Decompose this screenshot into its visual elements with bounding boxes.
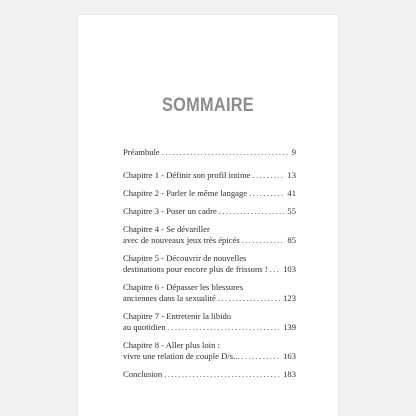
toc-page-number: 123 — [283, 293, 296, 303]
toc-page-number: 55 — [287, 206, 296, 216]
dot-leader — [219, 206, 286, 217]
dot-leader — [162, 147, 290, 158]
page-title: SOMMAIRE — [162, 95, 254, 116]
toc-entry-title-line-2: avec de nouveaux jeux très épicés — [123, 235, 240, 245]
toc-page-number: 85 — [287, 235, 296, 245]
dot-leader — [252, 170, 285, 181]
toc-page-number: 163 — [283, 351, 296, 361]
toc-entry-preambule — [123, 147, 296, 158]
toc-entry-title: Chapitre 3 - Poser un cadre — [123, 206, 217, 216]
toc-entry-title-line-2: anciennes dans la sexualité — [123, 293, 216, 303]
toc-entry-chapitre-3 — [123, 206, 296, 217]
toc-entry-title-line-1: Chapitre 7 - Entretenir la libido — [123, 311, 232, 321]
book-page — [78, 15, 338, 416]
toc-entry-chapitre-8 — [123, 340, 296, 362]
toc-page-number: 183 — [283, 369, 296, 379]
toc-entry-title-line-1: Chapitre 5 - Découvrir de nouvelles — [123, 253, 247, 263]
toc-page-number: 103 — [283, 264, 296, 274]
toc-entry-title-line-1: Chapitre 8 - Aller plus loin : — [123, 340, 220, 350]
toc-entry-chapitre-1 — [123, 165, 296, 181]
dot-leader — [242, 235, 286, 246]
toc-entry-chapitre-5 — [123, 253, 296, 275]
toc-page-number: 13 — [287, 170, 296, 180]
toc-entry-title-line-1: Chapitre 6 - Dépasser les blessures — [123, 282, 244, 292]
dot-leader — [270, 264, 281, 275]
toc-entry-title: Conclusion — [123, 369, 163, 379]
toc-entry-title: Chapitre 1 - Définir son profil intime — [123, 170, 251, 180]
toc-entry-title-line-2: au quotidien — [123, 322, 166, 332]
toc-entry-title-line-2: vivre une relation de couple D/s... — [123, 351, 240, 361]
toc-entry-title-line-1: Chapitre 4 - Se dévariller — [123, 224, 210, 234]
dot-leader — [241, 351, 281, 362]
toc-entry-conclusion — [123, 369, 296, 380]
dot-leader — [164, 369, 281, 380]
toc-entry-title: Chapitre 2 - Parler le même langage — [123, 188, 248, 198]
dot-leader — [218, 293, 281, 304]
dot-leader — [168, 322, 281, 333]
toc-page-number: 139 — [283, 322, 296, 332]
toc-entry-chapitre-6 — [123, 282, 296, 304]
toc-page-number: 9 — [291, 147, 296, 157]
dot-leader — [249, 188, 285, 199]
toc-entry-chapitre-2 — [123, 188, 296, 199]
toc-entry-chapitre-4 — [123, 224, 296, 246]
toc-page-number: 41 — [287, 188, 296, 198]
toc-entry-title: Préambule — [123, 147, 160, 157]
toc-entry-chapitre-7 — [123, 311, 296, 333]
toc-entry-title-line-2: destinations pour encore plus de frissons ! — [123, 264, 268, 274]
table-of-contents — [123, 147, 296, 387]
